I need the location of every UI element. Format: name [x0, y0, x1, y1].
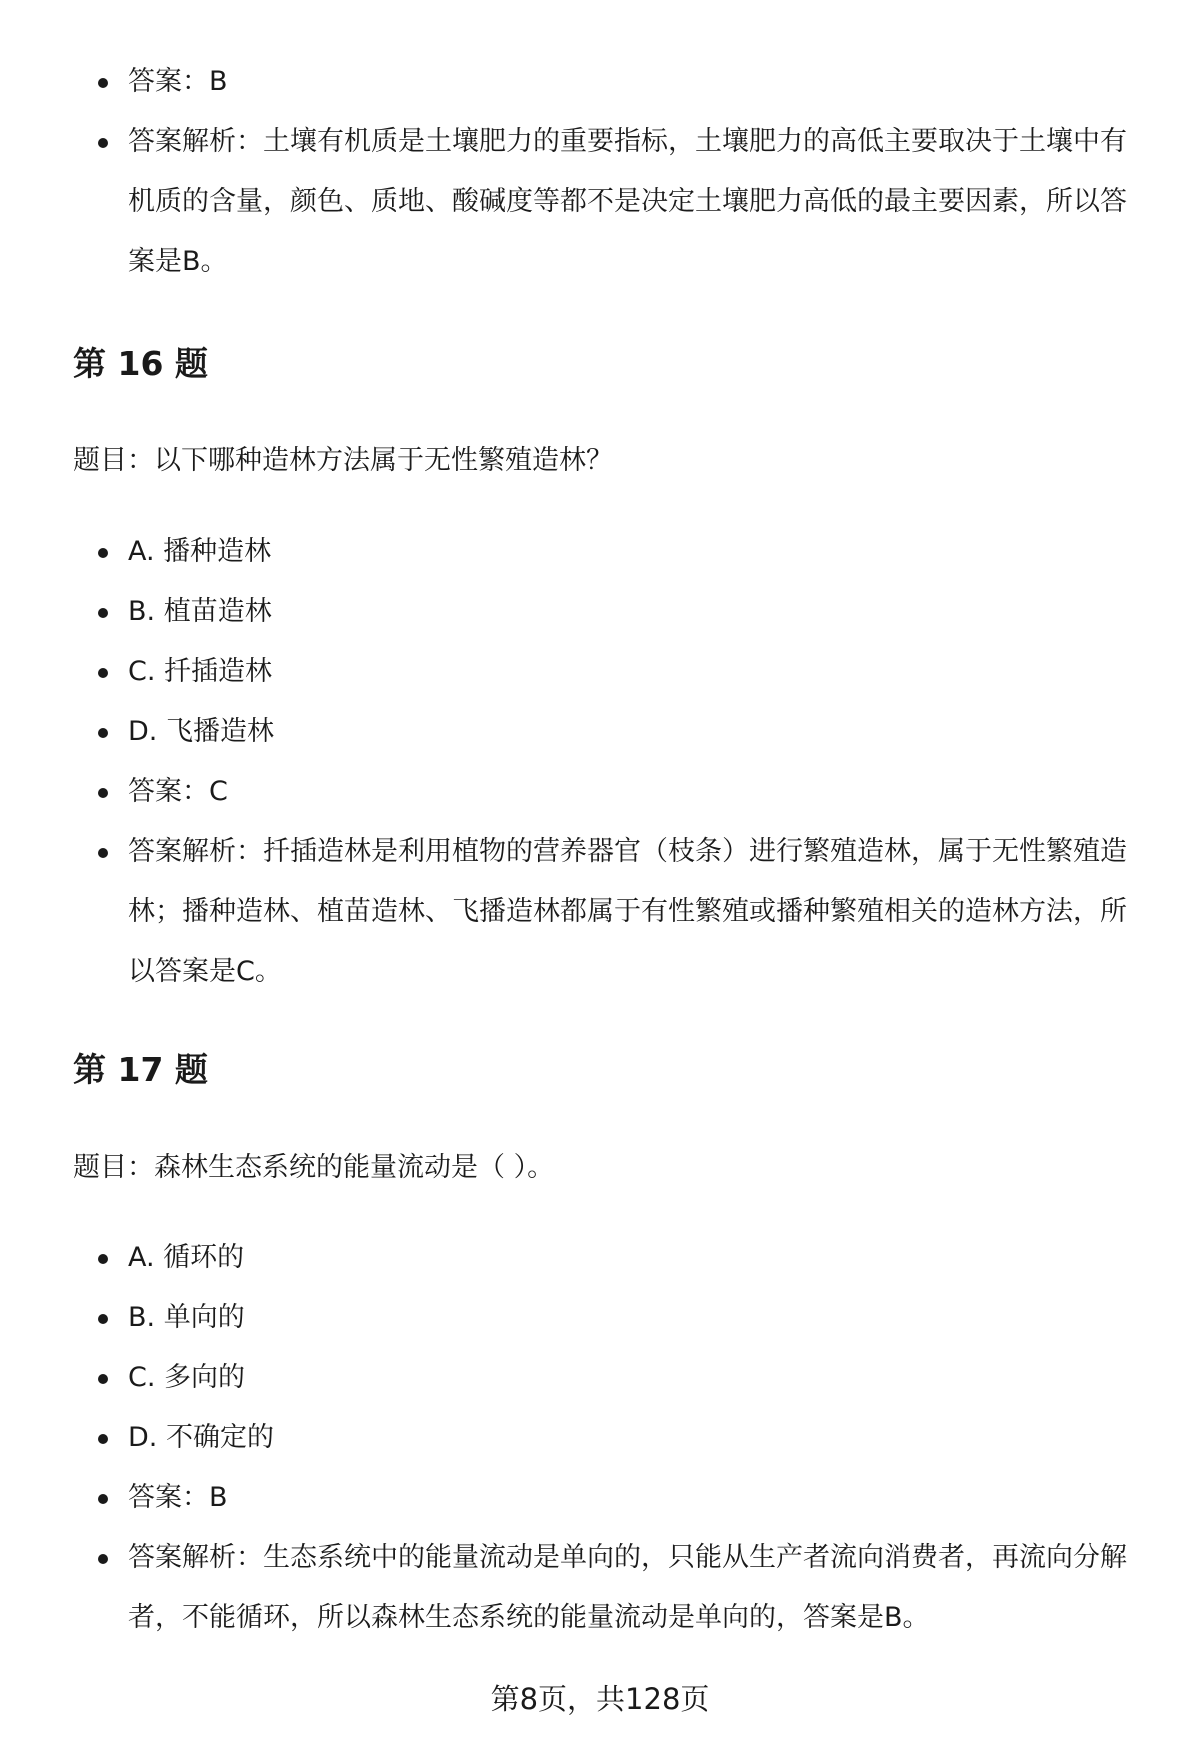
q16-answer: 答案：C: [128, 776, 228, 807]
bullet-icon: [98, 78, 108, 88]
bullet-icon: [98, 788, 108, 798]
q17-explanation: 答案解析：生态系统中的能量流动是单向的，只能从生产者流向消费者，再流向分解者，不能循环，所以森林生态系统的能量流动是单向的，答案是B。: [128, 1542, 1127, 1633]
bullet-icon: [98, 728, 108, 738]
q17-option-d: D. 不确定的: [128, 1422, 274, 1453]
bullet-icon: [98, 138, 108, 148]
bullet-icon: [98, 548, 108, 558]
q17-option-c: C. 多向的: [128, 1362, 246, 1393]
bullet-icon: [98, 848, 108, 858]
bullet-icon: [98, 1554, 108, 1564]
bullet-icon: [98, 1494, 108, 1504]
q17-question: 题目：森林生态系统的能量流动是（ ）。: [73, 1152, 555, 1183]
q17-answer: 答案：B: [128, 1482, 228, 1513]
q16-explanation: 答案解析：扦插造林是利用植物的营养器官（枝条）进行繁殖造林，属于无性繁殖造林；播种造林、植苗造林、飞播造林都属于有性繁殖或播种繁殖相关的造林方法，所以答案是C。: [128, 836, 1127, 987]
q17-heading: 第 17 题: [73, 1050, 208, 1089]
q15-answer: 答案：B: [128, 66, 228, 97]
bullet-icon: [98, 608, 108, 618]
q16-option-d: D. 飞播造林: [128, 716, 274, 747]
q17-option-b: B. 单向的: [128, 1302, 245, 1333]
page-number-footer: 第8页，共128页: [490, 1682, 710, 1716]
q15-explanation: 答案解析：土壤有机质是土壤肥力的重要指标，土壤肥力的高低主要取决于土壤中有机质的含量，颜色、质地、酸碱度等都不是决定土壤肥力高低的最主要因素，所以答案是B。: [128, 126, 1127, 277]
bullet-icon: [98, 1254, 108, 1264]
bullet-icon: [98, 668, 108, 678]
q16-option-c: C. 扦插造林: [128, 656, 273, 687]
q16-option-a: A. 播种造林: [128, 536, 272, 567]
q16-heading: 第 16 题: [73, 344, 208, 383]
q17-option-a: A. 循环的: [128, 1242, 245, 1273]
q16-option-b: B. 植苗造林: [128, 596, 272, 627]
bullet-icon: [98, 1314, 108, 1324]
bullet-icon: [98, 1434, 108, 1444]
q16-question: 题目：以下哪种造林方法属于无性繁殖造林？: [73, 445, 613, 476]
bullet-icon: [98, 1374, 108, 1384]
